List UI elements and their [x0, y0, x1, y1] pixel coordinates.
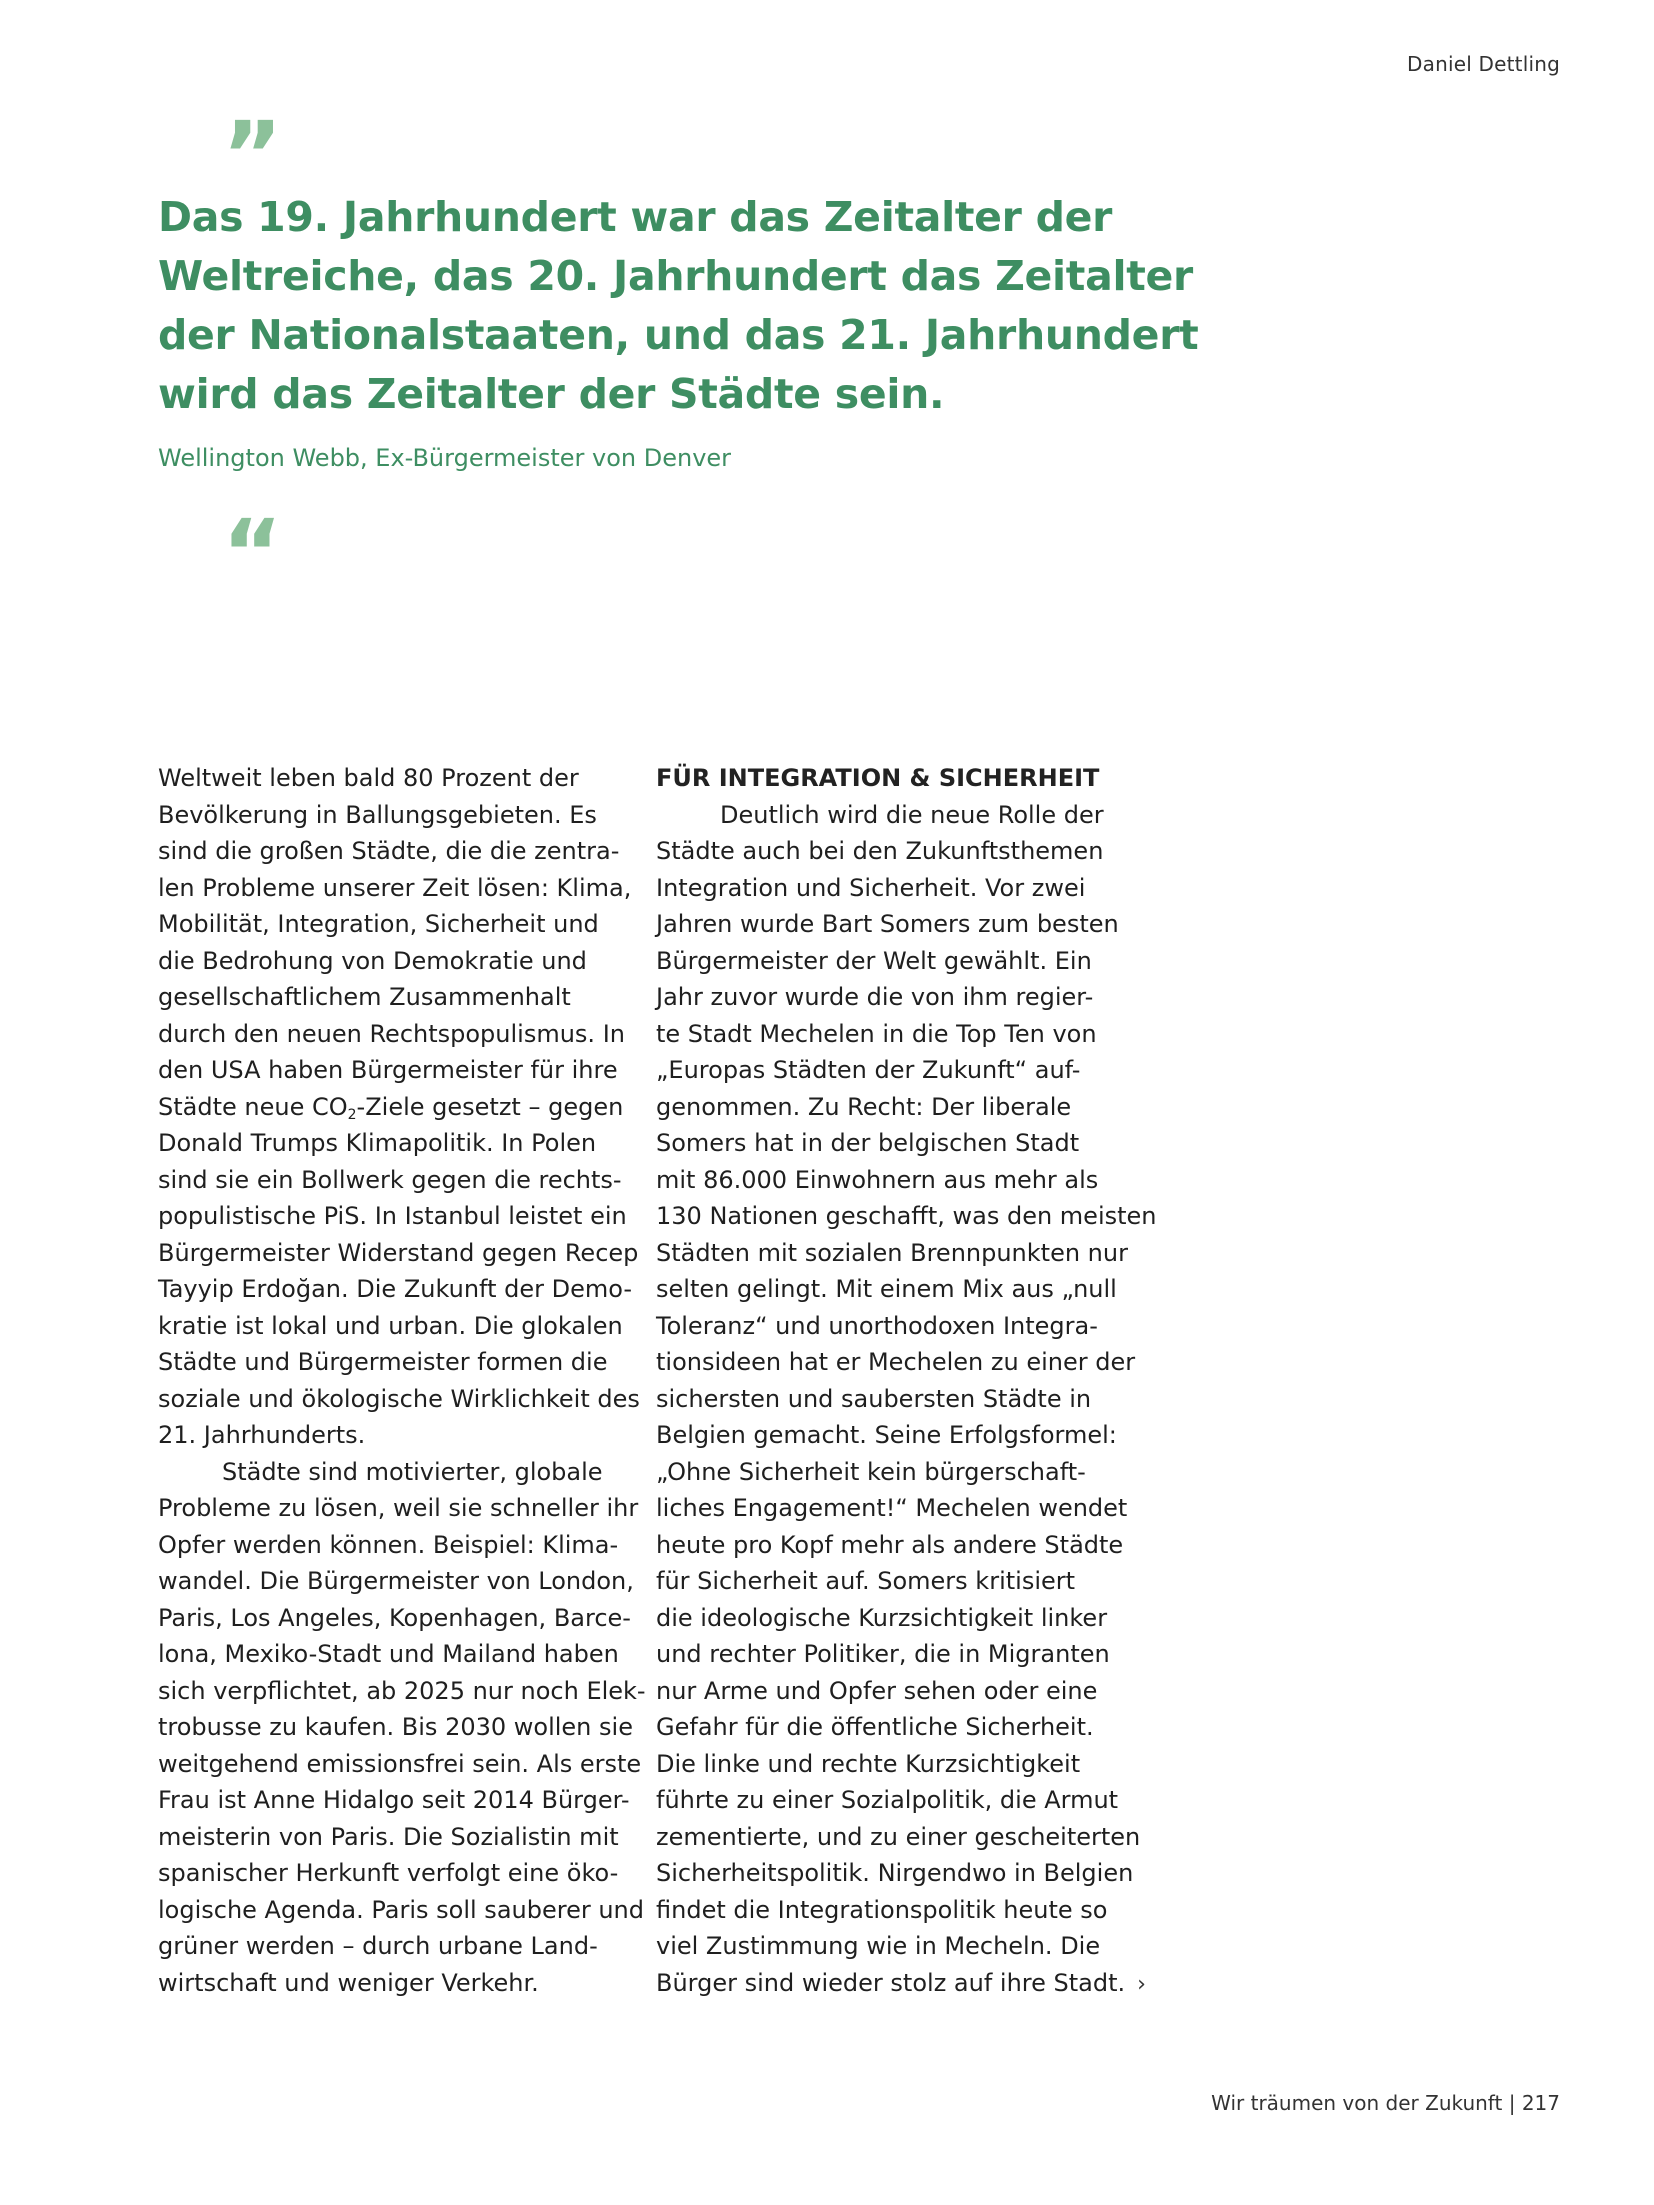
- text-line: nur Arme und Opfer sehen oder eine: [656, 1676, 1098, 1705]
- text-line: und rechter Politiker, die in Migranten: [656, 1640, 1110, 1668]
- text-line: wirtschaft und weniger Verkehr.: [158, 1968, 539, 1997]
- pull-quote-line: Weltreiche, das 20. Jahrhundert das Zeitalter: [158, 252, 1193, 300]
- text-line: Paris, Los Angeles, Kopenhagen, Barce-: [158, 1603, 631, 1632]
- footer-book-title: Wir träumen von der Zukunft: [1211, 2091, 1503, 2115]
- footer-separator: |: [1508, 2091, 1516, 2115]
- text-line: Mobilität, Integration, Sicherheit und: [158, 910, 599, 938]
- text-line: Bürgermeister der Welt gewählt. Ein: [656, 946, 1092, 975]
- text-line: 130 Nationen geschafft, was den meisten: [656, 1202, 1157, 1230]
- text-line: selten gelingt. Mit einem Mix aus „null: [656, 1275, 1117, 1303]
- quote-close-icon: “: [222, 500, 283, 607]
- text-line: trobusse zu kaufen. Bis 2030 wollen sie: [158, 1713, 633, 1741]
- text-line: sind die großen Städte, die die zentra-: [158, 837, 620, 865]
- text-line: sind sie ein Bollwerk gegen die rechts-: [158, 1165, 622, 1194]
- running-header-author: Daniel Dettling: [1407, 52, 1560, 76]
- text-line: Städte und Bürgermeister formen die: [158, 1348, 608, 1376]
- text-line: findet die Integrationspolitik heute so: [656, 1895, 1108, 1924]
- text-line: gesellschaftlichem Zusammenhalt: [158, 983, 571, 1011]
- text-line: den USA haben Bürgermeister für ihre: [158, 1056, 618, 1084]
- text-line: te Stadt Mechelen in die Top Ten von: [656, 1019, 1097, 1048]
- page-footer: [1211, 2091, 1560, 2115]
- paragraph-3: [656, 797, 1157, 2004]
- text-line: Opfer werden können. Beispiel: Klima-: [158, 1530, 619, 1559]
- right-column: [656, 760, 1157, 2003]
- chevron-right-icon: ›: [1137, 1971, 1146, 1997]
- text-line: durch den neuen Rechtspopulismus. In: [158, 1019, 625, 1048]
- text-line: populistische PiS. In Istanbul leistet ein: [158, 1202, 627, 1230]
- text-line: „Ohne Sicherheit kein bürgerschaft-: [656, 1457, 1086, 1486]
- co2-after: -Ziele gesetzt – gegen: [356, 1092, 624, 1121]
- text-line: wandel. Die Bürgermeister von London,: [158, 1567, 634, 1595]
- text-line: Frau ist Anne Hidalgo seit 2014 Bürger-: [158, 1786, 630, 1814]
- text-line: heute pro Kopf mehr als andere Städte: [656, 1530, 1124, 1559]
- co2-before: Städte neue CO: [158, 1092, 348, 1121]
- text-line: Bürgermeister Widerstand gegen Recep: [158, 1238, 639, 1267]
- text-line: Jahren wurde Bart Somers zum besten: [656, 910, 1119, 938]
- text-line: Gefahr für die öffentliche Sicherheit.: [656, 1713, 1094, 1741]
- left-column: [158, 760, 646, 2001]
- text-line: grüner werden – durch urbane Land-: [158, 1932, 598, 1960]
- text-line: logische Agenda. Paris soll sauberer und: [158, 1895, 644, 1924]
- text-line: Jahr zuvor wurde die von ihm regier-: [656, 983, 1094, 1011]
- text-line: Städten mit sozialen Brennpunkten nur: [656, 1238, 1128, 1267]
- text-line: für Sicherheit auf. Somers kritisiert: [656, 1567, 1076, 1595]
- paragraph-1: [158, 760, 640, 1454]
- text-line: soziale und ökologische Wirklichkeit des: [158, 1384, 640, 1413]
- text-line: Belgien gemacht. Seine Erfolgsformel:: [656, 1421, 1117, 1449]
- text-line: Sicherheitspolitik. Nirgendwo in Belgien: [656, 1859, 1134, 1887]
- text-line: Städte auch bei den Zukunftsthemen: [656, 837, 1104, 865]
- text-line: die ideologische Kurzsichtigkeit linker: [656, 1603, 1108, 1632]
- co2-subscript: 2: [347, 1106, 357, 1123]
- text-line: viel Zustimmung wie in Mecheln. Die: [656, 1932, 1101, 1960]
- text-line: spanischer Herkunft verfolgt eine öko-: [158, 1859, 619, 1887]
- text-line: Weltweit leben bald 80 Prozent der: [158, 764, 579, 792]
- text-line: sichersten und saubersten Städte in: [656, 1384, 1092, 1413]
- last-line-text: Bürger sind wieder stolz auf ihre Stadt.: [656, 1968, 1126, 1997]
- text-line: Integration und Sicherheit. Vor zwei: [656, 873, 1086, 902]
- text-line: Bevölkerung in Ballungsgebieten. Es: [158, 800, 597, 829]
- text-line: Städte sind motivierter, globale: [222, 1457, 603, 1486]
- text-line: tionsideen hat er Mechelen zu einer der: [656, 1348, 1136, 1376]
- text-line: mit 86.000 Einwohnern aus mehr als: [656, 1165, 1099, 1194]
- text-line: führte zu einer Sozialpolitik, die Armut: [656, 1786, 1119, 1814]
- text-line: Toleranz“ und unorthodoxen Integra-: [656, 1311, 1098, 1340]
- text-line: weitgehend emissionsfrei sein. Als erste: [158, 1749, 642, 1778]
- text-line: kratie ist lokal und urban. Die glokalen: [158, 1311, 623, 1340]
- quote-attribution: Wellington Webb, Ex-Bürgermeister von Denver: [158, 444, 732, 472]
- text-line: Deutlich wird die neue Rolle der: [720, 800, 1104, 829]
- text-line: Die linke und rechte Kurzsichtigkeit: [656, 1749, 1081, 1778]
- text-line: Tayyip Erdoğan. Die Zukunft der Demo-: [158, 1275, 633, 1303]
- text-line: die Bedrohung von Demokratie und: [158, 946, 587, 975]
- text-line: genommen. Zu Recht: Der liberale: [656, 1092, 1072, 1121]
- section-heading: FÜR INTEGRATION & SICHERHEIT: [656, 764, 1100, 792]
- page-number: 217: [1521, 2091, 1560, 2115]
- pull-quote: [158, 188, 1199, 424]
- text-line: lona, Mexiko-Stadt und Mailand haben: [158, 1640, 619, 1668]
- text-line-last: [656, 1965, 1146, 2004]
- paragraph-2: [158, 1454, 646, 2002]
- text-line-co2: [158, 1089, 628, 1126]
- text-line: liches Engagement!“ Mechelen wendet: [656, 1494, 1128, 1522]
- text-line: len Probleme unserer Zeit lösen: Klima,: [158, 873, 632, 902]
- text-line: sich verpflichtet, ab 2025 nur noch Elek-: [158, 1676, 646, 1705]
- text-line: meisterin von Paris. Die Sozialistin mit: [158, 1822, 619, 1851]
- quote-open-icon: ”: [222, 102, 283, 209]
- pull-quote-line: der Nationalstaaten, und das 21. Jahrhundert: [158, 311, 1199, 359]
- text-line: zementierte, und zu einer gescheiterten: [656, 1822, 1141, 1851]
- text-line: „Europas Städten der Zukunft“ auf-: [656, 1056, 1081, 1084]
- pull-quote-line: Das 19. Jahrhundert war das Zeitalter der: [158, 193, 1113, 241]
- text-line: Probleme zu lösen, weil sie schneller ihr: [158, 1494, 639, 1522]
- text-line: Donald Trumps Klimapolitik. In Polen: [158, 1129, 597, 1157]
- text-line: Somers hat in der belgischen Stadt: [656, 1129, 1080, 1157]
- pull-quote-line: wird das Zeitalter der Städte sein.: [158, 370, 945, 418]
- text-line: 21. Jahrhunderts.: [158, 1421, 366, 1449]
